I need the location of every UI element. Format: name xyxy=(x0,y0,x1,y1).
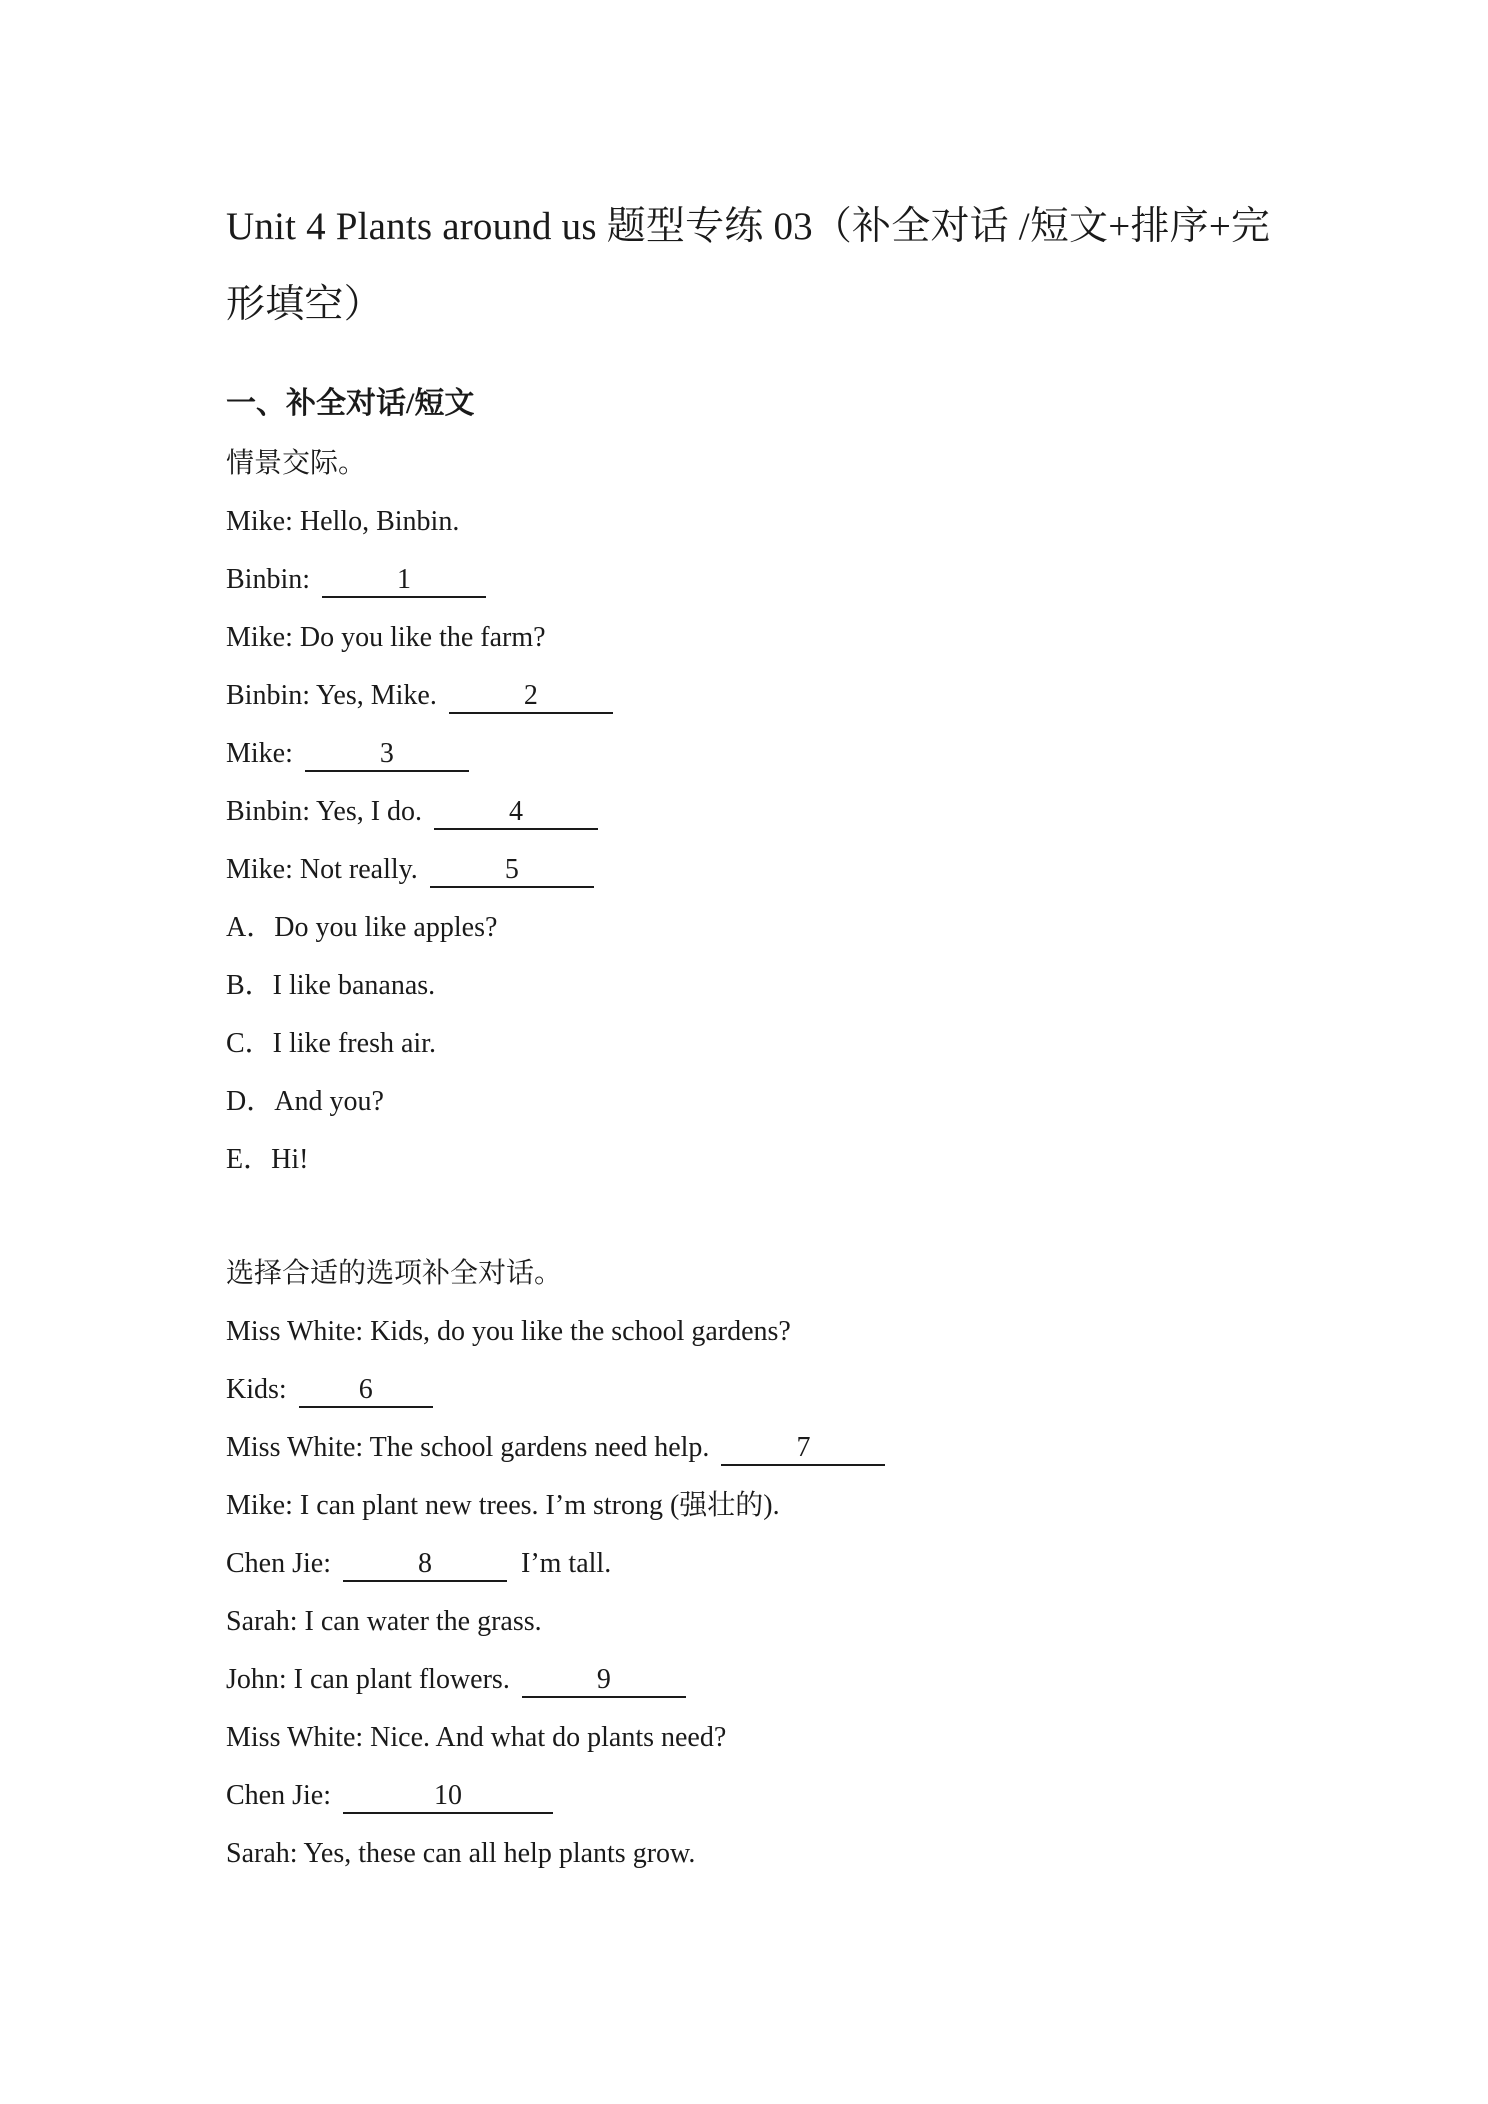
dialogue-line xyxy=(226,1312,791,1352)
answer-blank[interactable]: 2 xyxy=(449,680,613,714)
dialogue-text: Binbin: Yes, I do. xyxy=(226,796,423,827)
dialogue-line xyxy=(226,1602,542,1642)
dialogue-text: Sarah: I can water the grass. xyxy=(226,1606,542,1637)
dialogue-line xyxy=(226,1834,695,1874)
section-heading: 一、补全对话/短文 xyxy=(226,387,475,420)
dialogue-line xyxy=(226,1718,726,1758)
dialogue-text: Miss White: The school gardens need help. xyxy=(226,1432,710,1463)
dialogue-line xyxy=(226,792,598,832)
dialogue-line xyxy=(226,618,546,658)
answer-blank[interactable]: 4 xyxy=(434,796,598,830)
dialogue-text: Mike: Not really. xyxy=(226,854,418,885)
dialogue-text: Mike: Do you like the farm? xyxy=(226,622,546,653)
dialogue-line xyxy=(226,1486,780,1526)
dialogue-text: John: I can plant flowers. xyxy=(226,1664,510,1695)
answer-blank[interactable]: 7 xyxy=(721,1432,885,1466)
dialogue-line xyxy=(226,850,594,890)
answer-blank[interactable]: 3 xyxy=(305,738,469,772)
answer-blank[interactable]: 8 xyxy=(343,1548,507,1582)
dialogue-text: Miss White: Kids, do you like the school gardens? xyxy=(226,1316,791,1347)
answer-blank[interactable]: 6 xyxy=(299,1374,433,1408)
dialogue-text: Binbin: Yes, Mike. xyxy=(226,680,437,711)
dialogue-line xyxy=(226,1776,553,1816)
dialogue-line xyxy=(226,1660,686,1700)
dialogue-text: Binbin: xyxy=(226,564,311,595)
answer-blank[interactable]: 10 xyxy=(343,1780,553,1814)
document-title: Unit 4 Plants around us 题型专练 03（补全对话 /短文+排序+完形填空） xyxy=(226,205,1271,326)
dialogue-after-text: I’m tall. xyxy=(521,1548,612,1579)
dialogue-text: Miss White: Nice. And what do plants need? xyxy=(226,1722,727,1753)
answer-blank[interactable]: 9 xyxy=(522,1664,686,1698)
dialogue-text: Mike: xyxy=(226,738,293,769)
dialogue-text: Mike: I can plant new trees. I’m strong (强壮的). xyxy=(226,1490,780,1521)
answer-blank[interactable]: 1 xyxy=(322,564,486,598)
option-e: E．Hi! xyxy=(226,1144,309,1175)
option-c: C．I like fresh air. xyxy=(226,1028,436,1059)
part1-instruction: 情景交际。 xyxy=(226,448,367,479)
option-a: A．Do you like apples? xyxy=(226,912,498,943)
answer-blank[interactable]: 5 xyxy=(430,854,594,888)
part2-instruction: 选择合适的选项补全对话。 xyxy=(226,1258,563,1289)
dialogue-text: Mike: Hello, Binbin. xyxy=(226,506,460,537)
dialogue-line xyxy=(226,502,459,542)
dialogue-text: Chen Jie: xyxy=(226,1548,331,1579)
dialogue-text: Kids: xyxy=(226,1374,287,1405)
dialogue-text: Sarah: Yes, these can all help plants grow. xyxy=(226,1838,696,1869)
dialogue-text: Chen Jie: xyxy=(226,1780,331,1811)
dialogue-line xyxy=(226,734,469,774)
dialogue-line xyxy=(226,1370,433,1410)
dialogue-line xyxy=(226,1428,885,1468)
dialogue-line xyxy=(226,676,613,716)
dialogue-line xyxy=(226,560,486,600)
option-d: D．And you? xyxy=(226,1086,384,1117)
option-b: B．I like bananas. xyxy=(226,970,436,1001)
dialogue-line xyxy=(226,1544,611,1584)
